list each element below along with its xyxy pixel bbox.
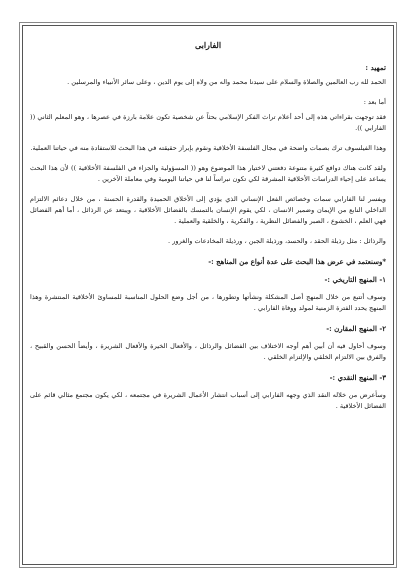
methods-intro: *وسنعتمد في عرض هذا البحث على عدة أنواع من المناهج :- (208, 257, 386, 266)
paragraph-philosopher: وهذا الفيلسوف ترك بصمات واضحة في مجال الفلسفة الأخلاقية ونقوم بإبراز حقيقته في هذا البحث للاستفادة منه في حياتنا العملية. (30, 144, 386, 152)
paragraph-motives: ولقد كانت هناك دوافع كثيرة متنوعة دفعتني لاختيار هذا الموضوع وهو (( المسؤولية والجزاء في الفلسفة الأخلاقية )) لأن هذا البحث يساعد على إحياء الدراسات الأخلاقية المشرقة لكي تكون نبراساً لنا في حياتنا اليومية وفي معاملة الآخرين . (30, 164, 386, 183)
method-critical-text: وسأعرض من خلاله النقد الذي وجهه الفارابي إلى أسباب انتشار الأعمال الشريرة في مجتمعه ، لكي يكون مجتمع مثالي قائم على الفضائل الأخلاقية . (30, 391, 386, 410)
paragraph-praise: الحمد لله رب العالمين والصلاة والسلام على سيدنا محمد واله من ولاه إلى يوم الدين ، وعلى سائر الأنبياء والمرسلين . (67, 78, 386, 86)
method-critical-heading: ٣- المنهج النقدي :- (329, 373, 386, 382)
paragraph-vices: والرذائل : مثل رذيلة الحقد ، والحسد، ورذيلة الجبن ، ورذيلة المخادعات والغرور . (168, 237, 386, 245)
method-historical-heading: ١- المنهج التاريخي :- (324, 275, 386, 284)
paragraph-amma-baad: أما بعد : (363, 98, 386, 106)
document-title: الفارابى (194, 40, 222, 50)
method-historical-text: وسوف أتتبع من خلال المنهج أصل المشكلة ونشأتها وتطورها ، من أجل وضع الحلول المناسبة للمساوئ الأخلاقية المنتشرة وهذا المنهج يحدد الفترة الزمنية لمولد ووفاة الفارابي . (30, 293, 386, 312)
intro-heading: تمهيد : (365, 63, 386, 72)
method-comparative-text: وسوف أحاول فيه أن أبين أهم أوجه الاختلاف بين الفضائل والرذائل ، والأفعال الخيرة والأفعال الشريرة ، وأيضاً الحسن والقبيح ، والفرق بين الالتزام الخلقي والإلتزام الخلقي . (30, 342, 386, 361)
paragraph-virtues: ويفسر لنا الفارابي سمات وخصائص الفعل الإنساني الذي يؤدي إلى الأخلاق الحميدة والقدرة الحسنة ، من خلال دعائم الالتزام الداخلي النابع من الإيمان وضمير الانسان ، لكي يقوم الإنسان بالتمسك بالفضائل الأخلاقية ، ويبتعد عن الرذائل ، أما أهم الفضائل فهي العلم ، الخشوع ، الصبر والفضائل النظرية ، والفكرية ، والخلقية والعملية . (30, 195, 386, 225)
method-comparative-heading: ٢- المنهج المقارن :- (326, 324, 386, 333)
document-body (30, 40, 386, 421)
paragraph-intro-farabi: فقد توجهت بقراءاتي هذه إلى أحد أعلام تراث الفكر الإسلامي بحثاً عن شخصية تكون علامة بارزة في عصرها ، وهو المعلم الثاني (( الفارابي )). (30, 113, 386, 132)
